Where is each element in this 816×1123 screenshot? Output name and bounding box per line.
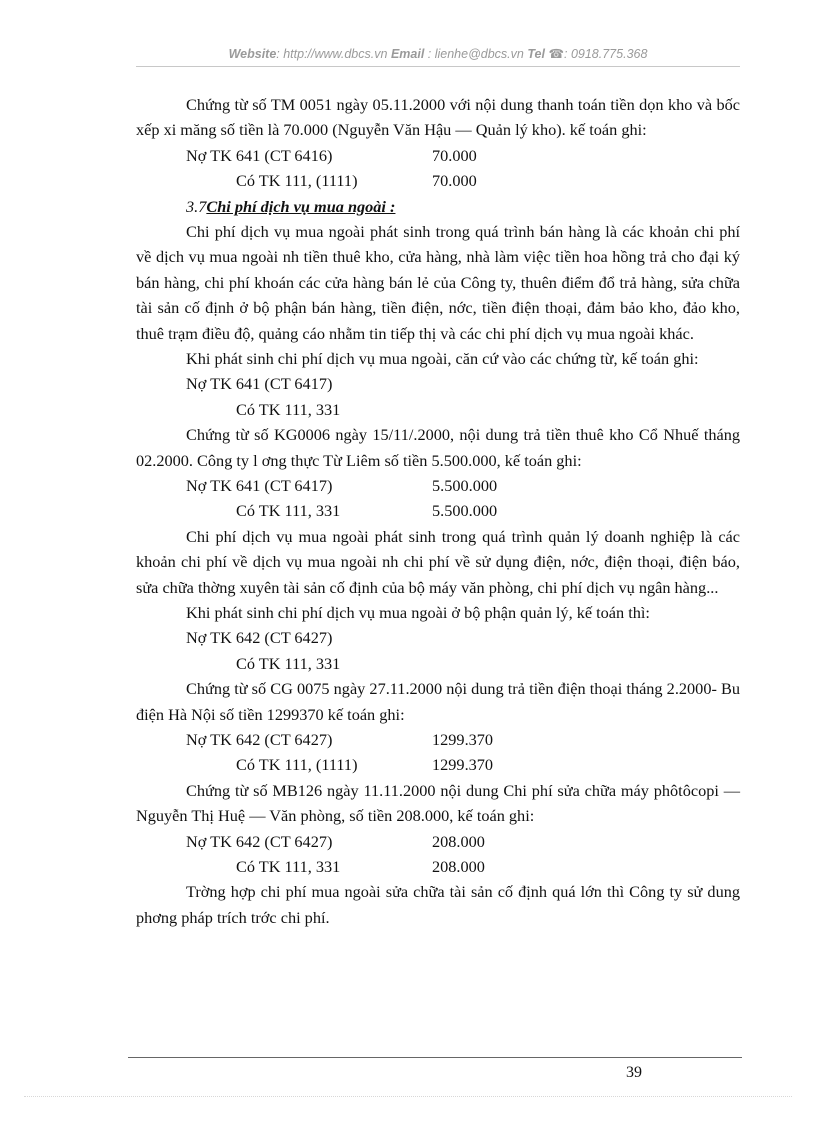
email-label: Email bbox=[390, 47, 425, 61]
journal-entry-debit bbox=[136, 371, 740, 396]
journal-entry-credit bbox=[136, 498, 740, 523]
journal-entry-credit bbox=[136, 651, 740, 676]
header-divider bbox=[136, 66, 740, 67]
page-header bbox=[136, 46, 740, 61]
email-value: : lienhe@dbcs.vn bbox=[427, 47, 524, 61]
journal-entry-credit bbox=[136, 752, 740, 777]
entry-amount: 1299.370 bbox=[432, 755, 494, 775]
tel-value: ☎: 0918.775.368 bbox=[548, 47, 648, 61]
entry-account: Nợ TK 642 (CT 6427) bbox=[186, 730, 333, 750]
paragraph: Trờng hợp chi phí mua ngoài sửa chữa tài sản cố định quá lớn thì Công ty sử dung phơng pháp trích trớc chi phí. bbox=[136, 882, 740, 927]
paragraph: Chứng từ số MB126 ngày 11.11.2000 nội dung Chi phí sửa chữa máy phôtôcopi — Nguyễn Thị Huệ — Văn phòng, số tiền 208.000, kế toán ghi: bbox=[136, 780, 740, 826]
entry-account: Có TK 111, 331 bbox=[236, 857, 341, 877]
entry-amount: 5.500.000 bbox=[432, 501, 498, 521]
entry-account: Nợ TK 642 (CT 6427) bbox=[186, 628, 333, 648]
section-number: 3.7 bbox=[186, 196, 207, 216]
tel-label: Tel bbox=[527, 47, 545, 61]
entry-account: Nợ TK 641 (CT 6417) bbox=[186, 476, 333, 496]
entry-amount: 70.000 bbox=[432, 145, 477, 165]
journal-entry-credit bbox=[136, 168, 740, 193]
document-body bbox=[136, 92, 740, 930]
journal-entry-debit bbox=[136, 473, 740, 498]
section-title: Chi phí dịch vụ mua ngoài : bbox=[206, 196, 396, 216]
entry-amount: 70.000 bbox=[432, 171, 477, 191]
entry-amount: 1299.370 bbox=[432, 730, 494, 750]
entry-account: Có TK 111, (1111) bbox=[236, 755, 358, 775]
paragraph: Chứng từ số TM 0051 ngày 05.11.2000 với nội dung thanh toán tiền dọn kho và bốc xếp xi măng số tiền là 70.000 (Nguyễn Văn Hậu — Quản lý kho). kế toán ghi: bbox=[136, 95, 740, 140]
paragraph: Chứng từ số CG 0075 ngày 27.11.2000 nội dung trả tiền điện thoại tháng 2.2000- Bu điện Hà Nội số tiền 1299370 kế toán ghi: bbox=[136, 679, 740, 724]
journal-entry-debit bbox=[136, 727, 740, 752]
paragraph: Chi phí dịch vụ mua ngoài phát sinh trong quá trình bán hàng là các khoản chi phí về dịch vụ mua ngoài nh tiền thuê kho, cửa hàng, nhà làm việc tiền hoa hồng trả cho đại ký bán hàng, chi phí khoán các cửa hàng bán lẻ của Công ty, thuên điểm đổ trả hàng, sửa chữa tài sản cố định ở bộ phận bán hàng, tiền điện, nớc, tiền điện thoại, đảm bảo kho, đảo kho, thuê trạm điều độ, quảng cáo nhằm tin tiếp thị và các chi phí dịch vụ mua ngoài khác. bbox=[136, 222, 740, 343]
entry-account: Có TK 111, 331 bbox=[236, 399, 341, 419]
journal-entry-debit bbox=[136, 143, 740, 168]
journal-entry-debit bbox=[136, 625, 740, 650]
paragraph: Khi phát sinh chi phí dịch vụ mua ngoài ở bộ phận quản lý, kế toán thì: bbox=[186, 603, 650, 623]
website-label: Website bbox=[228, 47, 277, 61]
entry-amount: 208.000 bbox=[432, 857, 485, 877]
paragraph: Chứng từ số KG0006 ngày 15/11/.2000, nội dung trả tiền thuê kho Cổ Nhuế tháng 02.2000. Công ty l ơng thực Từ Liêm số tiền 5.500.000, kế toán ghi: bbox=[136, 425, 740, 470]
page-number: 39 bbox=[626, 1064, 642, 1081]
journal-entry-credit bbox=[136, 854, 740, 879]
entry-account: Nợ TK 642 (CT 6427) bbox=[186, 831, 333, 851]
entry-account: Có TK 111, (1111) bbox=[236, 171, 358, 191]
section-heading bbox=[136, 194, 740, 219]
paragraph: Khi phát sinh chi phí dịch vụ mua ngoài, căn cứ vào các chứng từ, kế toán ghi: bbox=[186, 349, 699, 369]
journal-entry-debit bbox=[136, 829, 740, 854]
entry-account: Có TK 111, 331 bbox=[236, 653, 341, 673]
paragraph: Chi phí dịch vụ mua ngoài phát sinh trong quá trình quản lý doanh nghiệp là các khoản chi phí về dịch vụ mua ngoài nh chi phí về sử dụng điện, nớc, điện thoại, điện báo, sửa chữa thờng xuyên tài sản cố định của bộ máy văn phòng, chi phí dịch vụ ngân hàng... bbox=[136, 526, 740, 597]
entry-account: Nợ TK 641 (CT 6417) bbox=[186, 374, 333, 394]
page-bottom-divider bbox=[24, 1096, 792, 1097]
entry-amount: 5.500.000 bbox=[432, 476, 498, 496]
entry-account: Có TK 111, 331 bbox=[236, 501, 341, 521]
journal-entry-credit bbox=[136, 397, 740, 422]
footer-divider bbox=[128, 1057, 742, 1058]
website-url: : http://www.dbcs.vn bbox=[276, 47, 388, 61]
entry-account: Nợ TK 641 (CT 6416) bbox=[186, 145, 333, 165]
entry-amount: 208.000 bbox=[432, 831, 485, 851]
